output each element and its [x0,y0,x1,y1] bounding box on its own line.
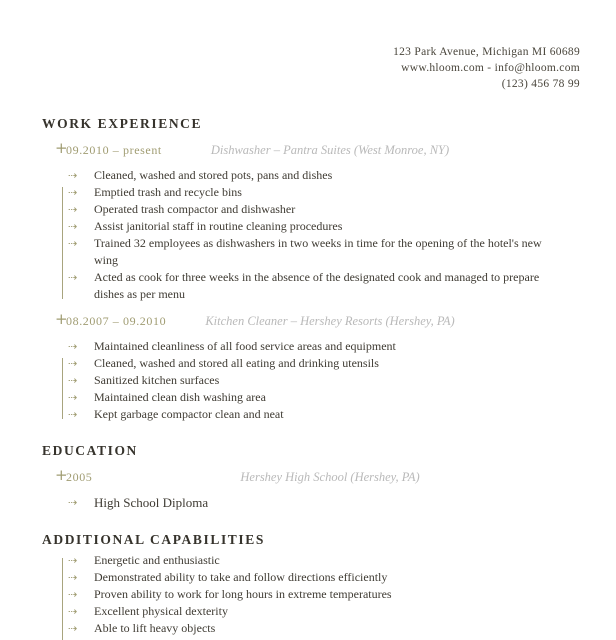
job-bullet [42,372,542,389]
capabilities-entry [42,552,587,637]
resume-content [42,116,587,637]
dashed-arrow-icon: ⇢ [68,271,78,284]
education-entry [42,466,587,512]
job-bullet [42,218,542,235]
dashed-arrow-icon: ⇢ [68,605,78,618]
education-dates: 2005 [66,470,93,484]
capability-bullet-text: Proven ability to work for long hours in extreme temperatures [94,587,392,601]
job-bullet [42,355,542,372]
capability-bullet [42,603,542,620]
education-bullet [42,494,542,512]
job-bullet-list [42,338,542,423]
job-dates: 09.2010 – present [66,143,162,157]
capability-bullet-text: Excellent physical dexterity [94,604,228,618]
job-bullet-text: Maintained clean dish washing area [94,390,266,404]
dashed-arrow-icon: ⇢ [68,588,78,601]
dashed-arrow-icon: ⇢ [68,622,78,635]
job-title: Kitchen Cleaner – Hershey Resorts (Hershey, PA) [205,314,455,328]
dashed-arrow-icon: ⇢ [68,203,78,216]
contact-block [393,44,580,92]
capability-bullet-text: Able to lift heavy objects [94,621,216,635]
contact-phone: (123) 456 78 99 [501,78,580,90]
job-title: Dishwasher – Pantra Suites (West Monroe, NY) [210,143,450,157]
job-bullet [42,167,542,184]
capability-bullet [42,569,542,586]
additional-capabilities-heading: ADDITIONAL CAPABILITIES [42,532,265,547]
job-entry-dishwasher [42,139,587,303]
job-bullet-text: Maintained cleanliness of all food service areas and equipment [94,339,396,353]
plus-icon: + [55,310,68,328]
dashed-arrow-icon: ⇢ [68,554,78,567]
dashed-arrow-icon: ⇢ [68,571,78,584]
capability-bullet [42,620,542,637]
education-bullet-list [42,494,542,512]
work-experience-heading: WORK EXPERIENCE [42,116,203,131]
job-bullet [42,406,542,423]
job-bullet-text: Operated trash compactor and dishwasher [94,202,296,216]
job-bullet-text: Cleaned, washed and stored all eating and drinking utensils [94,356,379,370]
capabilities-bullet-list [42,552,542,637]
capability-bullet-text: Energetic and enthusiastic [94,553,220,567]
job-bullet-text: Acted as cook for three weeks in the absence of the designated cook and managed to prepare dishes as per menu [94,270,540,301]
job-bullet [42,338,542,355]
dashed-arrow-icon: ⇢ [68,340,78,353]
job-dates: 08.2007 – 09.2010 [66,314,167,328]
dashed-arrow-icon: ⇢ [68,408,78,421]
job-bullet-text: Kept garbage compactor clean and neat [94,407,284,421]
job-header [42,310,587,331]
contact-web-email: www.hloom.com - info@hloom.com [401,62,580,74]
job-bullet [42,389,542,406]
dashed-arrow-icon: ⇢ [68,374,78,387]
dashed-arrow-icon: ⇢ [68,169,78,182]
contact-address: 123 Park Avenue, Michigan MI 60689 [393,46,580,58]
education-bullet-text: High School Diploma [94,495,209,510]
job-bullet-text: Sanitized kitchen surfaces [94,373,220,387]
dashed-arrow-icon: ⇢ [68,496,78,509]
capability-bullet [42,586,542,603]
dashed-arrow-icon: ⇢ [68,220,78,233]
education-title: Hershey High School (Hershey, PA) [240,470,420,484]
capability-bullet-text: Demonstrated ability to take and follow directions efficiently [94,570,388,584]
job-bullet [42,235,542,269]
education-heading: EDUCATION [42,443,138,458]
job-bullet [42,201,542,218]
job-bullet [42,269,542,303]
job-bullet-text: Assist janitorial staff in routine cleaning procedures [94,219,343,233]
dashed-arrow-icon: ⇢ [68,357,78,370]
plus-icon: + [55,466,68,484]
job-bullet-text: Cleaned, washed and stored pots, pans and dishes [94,168,333,182]
dashed-arrow-icon: ⇢ [68,391,78,404]
job-bullet-text: Emptied trash and recycle bins [94,185,242,199]
capability-bullet [42,552,542,569]
job-header [42,139,587,160]
job-bullet [42,184,542,201]
job-entry-kitchen-cleaner [42,310,587,423]
dashed-arrow-icon: ⇢ [68,186,78,199]
job-bullet-list [42,167,542,303]
education-header [42,466,587,487]
plus-icon: + [55,139,68,157]
dashed-arrow-icon: ⇢ [68,237,78,250]
job-bullet-text: Trained 32 employees as dishwashers in two weeks in time for the opening of the hotel's new wing [94,236,542,267]
